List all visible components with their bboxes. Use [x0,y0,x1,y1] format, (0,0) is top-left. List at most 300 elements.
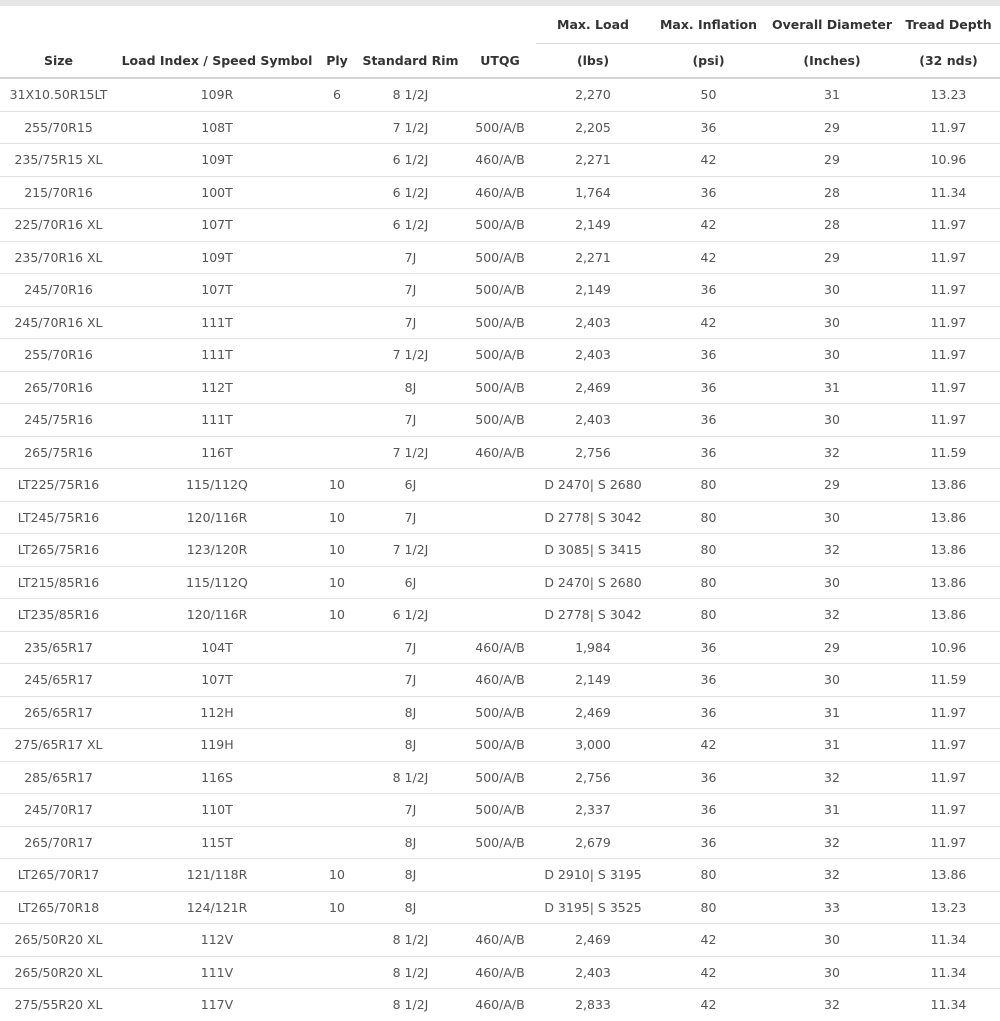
table-row [0,534,1000,567]
cell-tread-depth: 11.97 [897,209,1000,242]
cell-ply [317,956,357,989]
cell-max-load: D 3085| S 3415 [536,534,650,567]
cell-max-load: 2,403 [536,956,650,989]
cell-max-inflation: 42 [650,144,767,177]
cell-max-load: 2,271 [536,144,650,177]
table-row [0,436,1000,469]
cell-overall-diameter: 32 [767,859,897,892]
cell-overall-diameter: 28 [767,209,897,242]
cell-size: 255/70R16 [0,339,117,372]
cell-overall-diameter: 31 [767,696,897,729]
cell-tread-depth: 11.97 [897,111,1000,144]
cell-utqg: 500/A/B [464,404,536,437]
cell-ply [317,696,357,729]
cell-utqg: 460/A/B [464,436,536,469]
cell-load-index: 123/120R [117,534,317,567]
cell-max-load: 2,149 [536,664,650,697]
cell-size: 265/65R17 [0,696,117,729]
cell-ply [317,274,357,307]
cell-overall-diameter: 30 [767,306,897,339]
cell-load-index: 100T [117,176,317,209]
cell-max-load: 2,403 [536,339,650,372]
cell-ply: 6 [317,78,357,111]
table-row [0,144,1000,177]
table-row [0,761,1000,794]
cell-overall-diameter: 28 [767,176,897,209]
cell-tread-depth: 11.97 [897,696,1000,729]
cell-max-load: D 3195| S 3525 [536,891,650,924]
cell-ply [317,729,357,762]
header-utqg: UTQG [464,44,536,79]
cell-overall-diameter: 29 [767,241,897,274]
cell-ply [317,339,357,372]
cell-tread-depth: 13.23 [897,78,1000,111]
cell-utqg: 460/A/B [475,997,525,1013]
cell-max-inflation: 42 [650,209,767,242]
cell-size: 255/70R15 [0,111,117,144]
cell-load-index: 121/118R [117,859,317,892]
cell-load-index: 107T [117,274,317,307]
cell-max-inflation: 36 [650,826,767,859]
cell-max-inflation: 36 [650,696,767,729]
table-row [0,111,1000,144]
cell-utqg: 500/A/B [464,794,536,827]
table-row [0,404,1000,437]
cell-size: LT235/85R16 [0,599,117,632]
cell-ply [317,761,357,794]
cell-max-load: 2,833 [575,997,611,1013]
cell-standard-rim: 7 1/2J [357,534,464,567]
cell-size: 285/65R17 [0,761,117,794]
cell-max-inflation: 42 [650,241,767,274]
cell-standard-rim: 7J [357,501,464,534]
cell-tread-depth: 13.86 [897,599,1000,632]
cell-max-inflation: 36 [650,664,767,697]
cell-tread-depth: 13.86 [897,534,1000,567]
cell-load-index: 110T [117,794,317,827]
cell-size: LT215/85R16 [0,566,117,599]
cell-standard-rim: 6J [357,566,464,599]
cell-tread-depth: 10.96 [897,631,1000,664]
cell-max-load: 2,469 [536,371,650,404]
cell-size: 265/50R20 XL [0,924,117,957]
cell-tread-depth: 11.34 [897,924,1000,957]
cell-max-load: 2,205 [536,111,650,144]
cell-max-load: D 2470| S 2680 [536,469,650,502]
header-load-index-top [117,6,317,44]
cell-standard-rim: 8 1/2J [357,78,464,111]
cell-tread-depth: 11.97 [897,339,1000,372]
cell-load-index: 107T [117,209,317,242]
cell-utqg: 500/A/B [464,339,536,372]
cell-standard-rim: 8 1/2J [357,956,464,989]
cell-ply [317,436,357,469]
cell-max-inflation: 50 [650,78,767,111]
cell-load-index: 109T [117,144,317,177]
cell-overall-diameter: 32 [767,599,897,632]
cell-size: LT265/75R16 [0,534,117,567]
cell-size: 235/65R17 [0,631,117,664]
cell-tread-depth: 13.86 [897,859,1000,892]
cell-ply [317,989,357,1021]
cell-utqg: 500/A/B [464,209,536,242]
cell-ply [317,209,357,242]
cell-max-inflation: 36 [650,176,767,209]
cell-max-inflation: 42 [700,997,717,1013]
cell-utqg: 460/A/B [464,631,536,664]
cell-ply: 10 [317,859,357,892]
table-row [0,501,1000,534]
cell-overall-diameter: 32 [767,436,897,469]
cell-size: 31X10.50R15LT [0,78,117,111]
cell-overall-diameter: 31 [767,78,897,111]
cell-tread-depth: 11.97 [897,371,1000,404]
cell-standard-rim: 8J [357,371,464,404]
cell-max-inflation: 36 [650,436,767,469]
table-row [0,209,1000,242]
cell-ply [317,794,357,827]
cell-ply [317,826,357,859]
cell-ply: 10 [317,534,357,567]
cell-standard-rim: 7 1/2J [357,339,464,372]
cell-load-index: 120/116R [117,599,317,632]
cell-utqg: 500/A/B [464,696,536,729]
cell-ply [317,631,357,664]
cell-size: 245/70R16 XL [0,306,117,339]
cell-max-inflation: 36 [650,339,767,372]
cell-size: 235/70R16 XL [0,241,117,274]
cell-max-load: 2,756 [536,761,650,794]
cell-max-load: 2,337 [536,794,650,827]
table-row [0,371,1000,404]
cell-max-inflation: 80 [650,859,767,892]
table-row [0,274,1000,307]
cell-ply [317,371,357,404]
cell-tread-depth: 11.34 [897,956,1000,989]
cell-tread-depth: 13.86 [897,566,1000,599]
cell-max-inflation: 36 [650,761,767,794]
cell-overall-diameter: 31 [767,371,897,404]
cell-ply: 10 [317,891,357,924]
table-row [0,664,1000,697]
cell-utqg: 500/A/B [464,274,536,307]
cell-overall-diameter: 32 [824,997,840,1013]
cell-load-index: 120/116R [117,501,317,534]
cell-utqg [464,501,536,534]
cell-max-load: 3,000 [536,729,650,762]
cell-utqg [464,859,536,892]
cell-tread-depth: 10.96 [897,144,1000,177]
cell-ply [317,924,357,957]
cell-standard-rim: 6 1/2J [357,176,464,209]
cell-standard-rim: 7J [357,241,464,274]
cell-tread-depth: 11.97 [897,306,1000,339]
cell-standard-rim: 8J [357,826,464,859]
cell-utqg: 460/A/B [464,144,536,177]
cell-load-index: 111V [117,956,317,989]
cell-tread-depth: 11.59 [897,436,1000,469]
cell-max-inflation: 80 [650,469,767,502]
cell-size: 275/65R17 XL [0,729,117,762]
table-row [0,599,1000,632]
table-row [0,794,1000,827]
cell-load-index: 124/121R [117,891,317,924]
header-rim-top [357,6,464,44]
cell-tread-depth: 11.97 [897,761,1000,794]
cell-standard-rim: 8 1/2J [357,761,464,794]
cell-overall-diameter: 32 [767,534,897,567]
tire-spec-table [0,6,1000,1021]
cell-max-inflation: 80 [650,501,767,534]
cell-ply: 10 [317,566,357,599]
cell-load-index: 109R [117,78,317,111]
cell-overall-diameter: 30 [767,274,897,307]
cell-size: 265/50R20 XL [0,956,117,989]
cell-overall-diameter: 30 [767,924,897,957]
header-row-bottom [0,44,1000,79]
cell-load-index: 112T [117,371,317,404]
cell-size: 215/70R16 [0,176,117,209]
cell-standard-rim: 8J [357,696,464,729]
cell-max-load: D 2470| S 2680 [536,566,650,599]
cell-size: LT245/75R16 [0,501,117,534]
cell-overall-diameter: 30 [767,339,897,372]
cell-load-index: 108T [117,111,317,144]
table-row [0,826,1000,859]
cell-overall-diameter: 30 [767,501,897,534]
cell-max-load: 2,149 [536,209,650,242]
cell-size: 265/70R16 [0,371,117,404]
cell-load-index: 117V [200,997,234,1013]
table-row [0,891,1000,924]
cell-max-load: 2,469 [536,696,650,729]
cell-ply [317,404,357,437]
table-body [0,78,1000,1021]
table-row [0,956,1000,989]
cell-load-index: 112H [117,696,317,729]
cell-max-inflation: 42 [650,924,767,957]
header-standard-rim: Standard Rim [357,44,464,79]
cell-max-load: 2,756 [536,436,650,469]
cell-standard-rim: 7J [357,306,464,339]
cell-ply [317,241,357,274]
header-max-inflation: Max. Inflation [650,6,767,44]
table-row [0,566,1000,599]
cell-max-load: 2,469 [536,924,650,957]
cell-standard-rim: 6 1/2J [357,209,464,242]
cell-standard-rim: 7J [357,631,464,664]
cell-overall-diameter: 33 [767,891,897,924]
cell-load-index: 104T [117,631,317,664]
cell-max-load: D 2778| S 3042 [536,599,650,632]
cell-size: LT225/75R16 [0,469,117,502]
cell-overall-diameter: 30 [767,566,897,599]
header-tread-depth: Tread Depth [897,6,1000,44]
cell-standard-rim: 6J [357,469,464,502]
cell-tread-depth: 11.34 [897,176,1000,209]
cell-utqg: 500/A/B [464,111,536,144]
cell-standard-rim: 7J [357,274,464,307]
cell-max-load: 2,403 [536,404,650,437]
cell-tread-depth: 11.59 [897,664,1000,697]
cell-overall-diameter: 31 [767,729,897,762]
cell-load-index: 111T [117,339,317,372]
cell-size: LT265/70R18 [0,891,117,924]
table-row [0,469,1000,502]
cell-ply [317,306,357,339]
cell-utqg: 500/A/B [464,761,536,794]
cell-load-index: 111T [117,404,317,437]
cell-load-index: 116S [117,761,317,794]
table-row [0,78,1000,111]
cell-max-inflation: 36 [650,631,767,664]
cell-ply [317,664,357,697]
cell-tread-depth: 13.86 [897,501,1000,534]
cell-standard-rim: 7 1/2J [357,436,464,469]
cell-max-inflation: 36 [650,274,767,307]
cell-max-inflation: 36 [650,371,767,404]
cell-standard-rim: 6 1/2J [357,144,464,177]
cell-overall-diameter: 29 [767,469,897,502]
cell-max-load: 1,764 [536,176,650,209]
cell-overall-diameter: 31 [767,794,897,827]
cell-utqg [464,534,536,567]
cell-tread-depth: 13.86 [897,469,1000,502]
cell-utqg: 500/A/B [464,729,536,762]
cell-load-index: 115/112Q [117,469,317,502]
table-row [0,729,1000,762]
cell-utqg: 460/A/B [464,924,536,957]
cell-load-index: 116T [117,436,317,469]
header-max-inflation-unit: (psi) [650,44,767,79]
cell-load-index: 112V [117,924,317,957]
cell-overall-diameter: 32 [767,761,897,794]
cell-tread-depth: 11.97 [897,729,1000,762]
cell-tread-depth: 11.34 [930,997,967,1013]
cell-load-index: 107T [117,664,317,697]
cell-overall-diameter: 30 [767,956,897,989]
header-ply-top [317,6,357,44]
cell-ply [317,176,357,209]
cell-size: 245/70R17 [0,794,117,827]
cell-size: 245/70R16 [0,274,117,307]
cell-size: 265/75R16 [0,436,117,469]
table-row [0,631,1000,664]
cell-load-index: 115/112Q [117,566,317,599]
cell-utqg: 500/A/B [464,306,536,339]
cell-utqg [464,891,536,924]
cell-max-inflation: 80 [650,534,767,567]
table-row [0,924,1000,957]
cell-tread-depth: 11.97 [897,404,1000,437]
cell-tread-depth: 11.97 [897,794,1000,827]
cell-standard-rim: 7J [357,794,464,827]
header-ply: Ply [317,44,357,79]
header-tread-depth-unit: (32 nds) [897,44,1000,79]
header-size: Size [0,44,117,79]
cell-overall-diameter: 29 [767,631,897,664]
table-row [0,696,1000,729]
cell-max-load: 2,270 [536,78,650,111]
header-max-load: Max. Load [536,6,650,44]
cell-utqg: 500/A/B [464,826,536,859]
cell-ply: 10 [317,599,357,632]
cell-load-index: 115T [117,826,317,859]
cell-max-inflation: 36 [650,111,767,144]
cell-ply [317,144,357,177]
cell-tread-depth: 11.97 [897,241,1000,274]
cell-utqg [464,566,536,599]
header-load-index-speed-symbol: Load Index / Speed Symbol [117,44,317,79]
cell-max-inflation: 42 [650,729,767,762]
header-overall-diameter-unit: (Inches) [767,44,897,79]
cell-size: 235/75R15 XL [0,144,117,177]
cell-standard-rim: 8J [357,891,464,924]
table-row [0,339,1000,372]
table-row [0,306,1000,339]
cell-size: LT265/70R17 [0,859,117,892]
cell-overall-diameter: 32 [767,826,897,859]
table-row [0,176,1000,209]
table-row [0,241,1000,274]
header-size-top [0,6,117,44]
cell-size: 265/70R17 [0,826,117,859]
header-overall-diameter: Overall Diameter [767,6,897,44]
cell-ply: 10 [317,469,357,502]
cell-standard-rim: 8 1/2J [392,997,429,1013]
cell-standard-rim: 7J [357,664,464,697]
table-row [0,989,1000,1021]
cell-utqg [464,78,536,111]
cell-utqg [464,599,536,632]
header-row-top [0,6,1000,44]
cell-size: 225/70R16 XL [0,209,117,242]
cell-load-index: 109T [117,241,317,274]
cell-ply [317,111,357,144]
cell-standard-rim: 8J [357,859,464,892]
table-header [0,6,1000,78]
cell-tread-depth: 13.23 [897,891,1000,924]
cell-standard-rim: 8 1/2J [357,924,464,957]
cell-utqg: 500/A/B [464,241,536,274]
cell-max-load: D 2910| S 3195 [536,859,650,892]
cell-max-load: 2,403 [536,306,650,339]
cell-overall-diameter: 30 [767,404,897,437]
cell-max-inflation: 36 [650,404,767,437]
cell-max-load: 2,271 [536,241,650,274]
cell-tread-depth: 11.97 [897,274,1000,307]
cell-standard-rim: 7 1/2J [357,111,464,144]
cell-load-index: 119H [117,729,317,762]
cell-max-load: 1,984 [536,631,650,664]
cell-max-inflation: 42 [650,306,767,339]
cell-max-load: 2,679 [536,826,650,859]
cell-utqg: 460/A/B [464,176,536,209]
table-row [0,859,1000,892]
cell-overall-diameter: 29 [767,111,897,144]
header-utqg-top [464,6,536,44]
cell-max-inflation: 42 [650,956,767,989]
cell-utqg [464,469,536,502]
header-max-load-unit: (lbs) [536,44,650,79]
cell-size: 245/75R16 [0,404,117,437]
cell-utqg: 460/A/B [464,956,536,989]
cell-size: 275/55R20 XL [14,997,103,1013]
cell-max-inflation: 80 [650,599,767,632]
cell-max-load: D 2778| S 3042 [536,501,650,534]
cell-overall-diameter: 29 [767,144,897,177]
cell-size: 245/65R17 [0,664,117,697]
